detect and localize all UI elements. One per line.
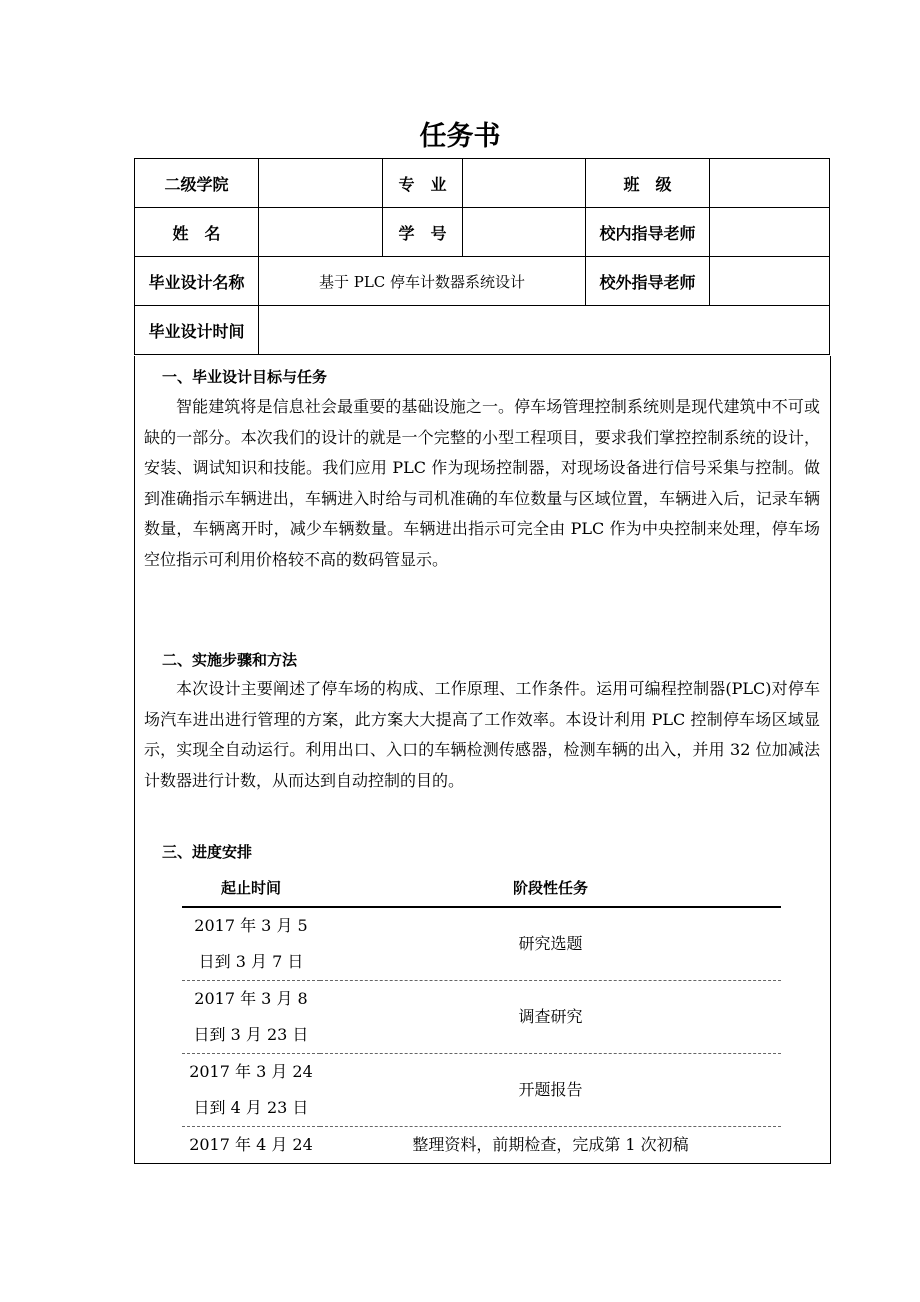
schedule-time: 2017 年 4 月 24 xyxy=(189,1135,313,1154)
major-label: 专 业 xyxy=(383,159,463,208)
table-row xyxy=(135,306,830,355)
section3-heading: 三、进度安排 xyxy=(162,843,253,861)
col-time-header: 起止时间 xyxy=(182,868,320,907)
section1-text: 智能建筑将是信息社会最重要的基础设施之一。停车场管理控制系统则是现代建筑中不可或缺的一部分。本次我们的设计的就是一个完整的小型工程项目，要求我们掌控控制系统的设计，安装、调试知识和技能。我们应用 PLC 作为现场控制器，对现场设备进行信号采集与控制。做到准确指示车辆进出，车辆进入时给与司机准确的车位数量与区域位置，车辆进入后，记录车辆数量，车辆离开时，减少车辆数量。车辆进出指示可完全由 PLC 作为中央控制来处理，停车场空位指示可利用价格较不高的数码管显示。 xyxy=(144,397,820,569)
class-label: 班 级 xyxy=(586,159,710,208)
table-row xyxy=(182,1054,781,1127)
section2-heading: 二、实施步骤和方法 xyxy=(162,651,298,669)
info-table xyxy=(134,158,830,355)
page-title: 任务书 xyxy=(419,121,501,152)
college-field[interactable] xyxy=(259,159,383,208)
external-advisor-label: 校外指导老师 xyxy=(586,257,710,306)
internal-advisor-field[interactable] xyxy=(710,208,830,257)
design-time-field[interactable] xyxy=(259,306,830,355)
design-name-value: 基于 PLC 停车计数器系统设计 xyxy=(259,257,586,306)
design-time-label: 毕业设计时间 xyxy=(135,306,259,355)
schedule-task: 调查研究 xyxy=(320,981,781,1054)
schedule-header-row xyxy=(182,868,781,907)
table-row xyxy=(182,1127,781,1164)
student-id-field[interactable] xyxy=(463,208,586,257)
table-row xyxy=(135,208,830,257)
table-row xyxy=(135,159,830,208)
schedule-time: 2017 年 3 月 5 日到 3 月 7 日 xyxy=(182,907,320,981)
name-label: 姓 名 xyxy=(135,208,259,257)
schedule-table xyxy=(182,868,781,1163)
schedule-time: 2017 年 3 月 8 日到 3 月 23 日 xyxy=(182,981,320,1054)
internal-advisor-label: 校内指导老师 xyxy=(586,208,710,257)
student-id-label: 学 号 xyxy=(383,208,463,257)
external-advisor-field[interactable] xyxy=(710,257,830,306)
col-task-header: 阶段性任务 xyxy=(320,868,781,907)
section1-heading: 一、毕业设计目标与任务 xyxy=(162,368,328,386)
schedule-time: 2017 年 3 月 24 日到 4 月 23 日 xyxy=(182,1054,320,1127)
schedule-task: 整理资料，前期检查，完成第 1 次初稿 xyxy=(412,1135,689,1154)
table-row xyxy=(182,907,781,981)
table-row xyxy=(182,981,781,1054)
major-field[interactable] xyxy=(463,159,586,208)
class-field[interactable] xyxy=(710,159,830,208)
section2-text: 本次设计主要阐述了停车场的构成、工作原理、工作条件。运用可编程控制器(PLC)对停车场汽车进出进行管理的方案，此方案大大提高了工作效率。本设计利用 PLC 控制停车场区域显示，实现全自动运行。利用出口、入口的车辆检测传感器，检测车辆的出入，并用 32 位加减法计数器进行计数，从而达到自动控制的目的。 xyxy=(144,679,820,790)
college-label: 二级学院 xyxy=(135,159,259,208)
schedule-task: 开题报告 xyxy=(320,1054,781,1127)
name-field[interactable] xyxy=(259,208,383,257)
schedule-task: 研究选题 xyxy=(320,907,781,981)
table-row xyxy=(135,257,830,306)
design-name-label: 毕业设计名称 xyxy=(135,257,259,306)
